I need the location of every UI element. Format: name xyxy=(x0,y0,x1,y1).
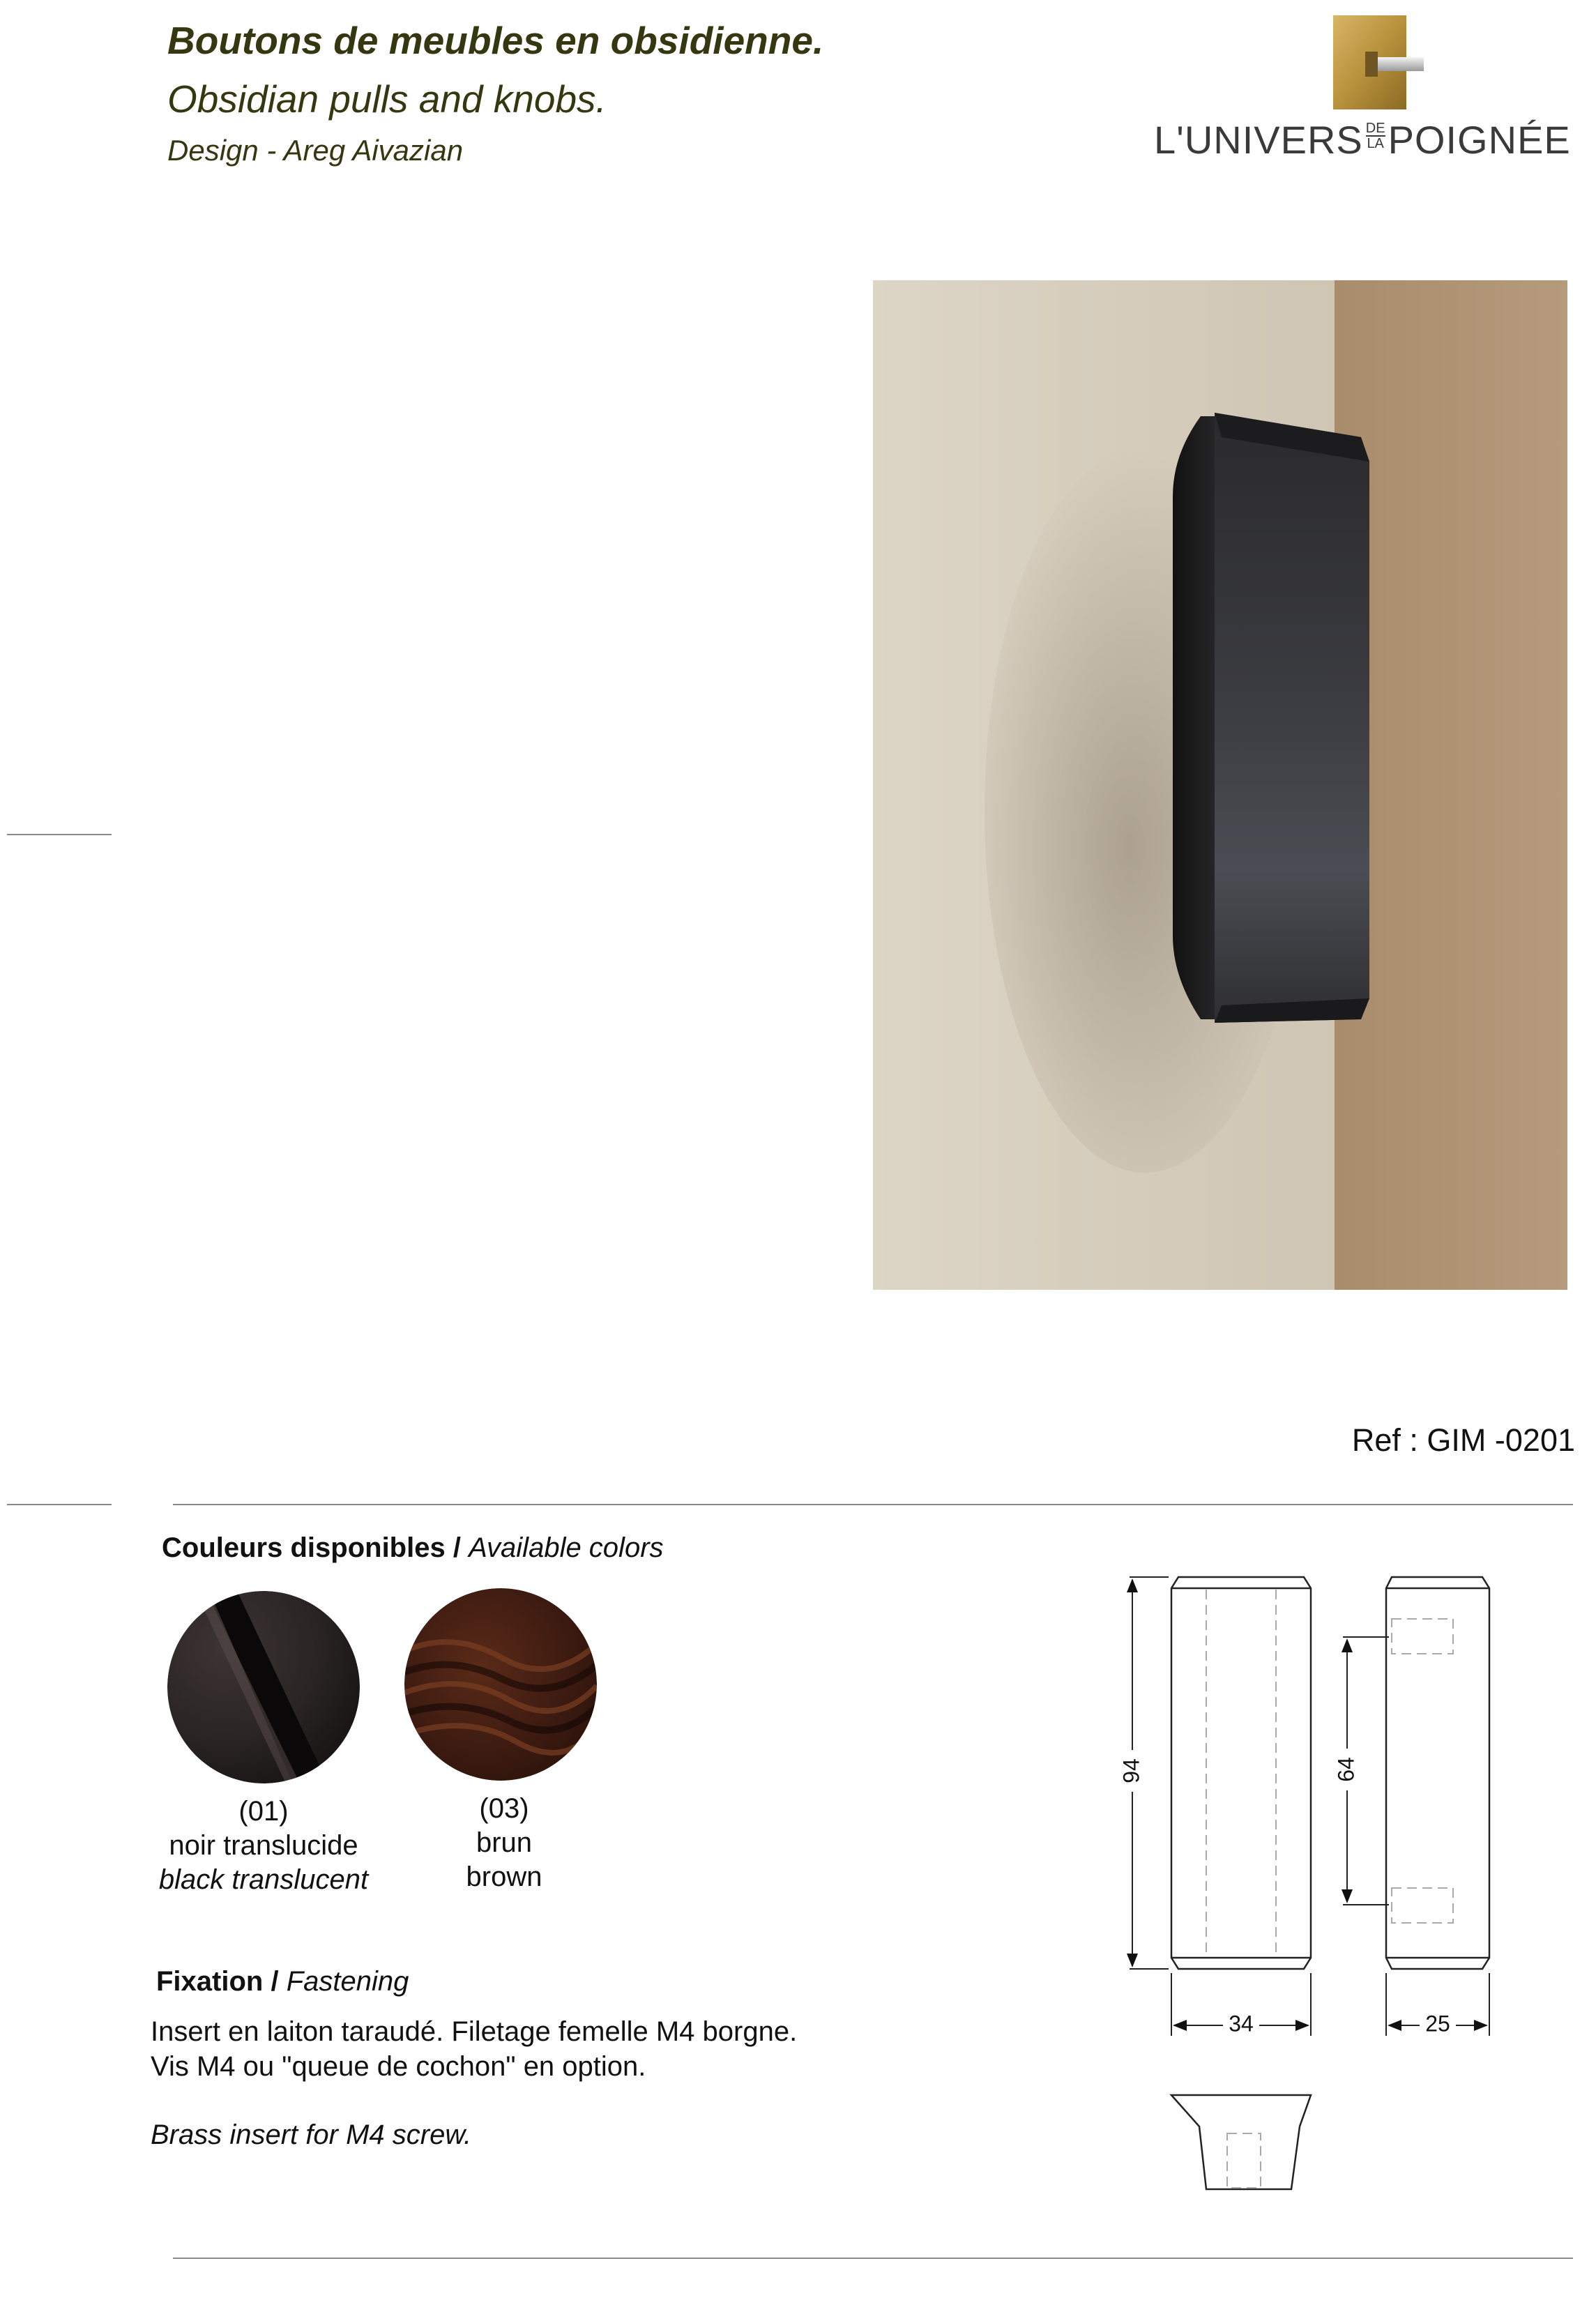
color-swatch-black-translucent xyxy=(167,1591,360,1783)
door-handle-logo-icon xyxy=(1333,15,1424,109)
dimension-width-front: 34 xyxy=(1229,2011,1254,2037)
dimension-height: 94 xyxy=(1118,1758,1144,1783)
swatch-name-en: brown xyxy=(466,1862,542,1892)
brand-logo-text xyxy=(1154,117,1586,166)
swatch-code: (03) xyxy=(479,1793,529,1824)
logo-text-small-top: DE xyxy=(1365,121,1385,136)
designer-credit: Design - Areg Aivazian xyxy=(167,134,464,167)
fastening-heading xyxy=(156,1966,409,1997)
footer-divider xyxy=(173,2258,1573,2259)
fastening-text-fr-1: Insert en laiton taraudé. Filetage femelle M4 borgne. xyxy=(151,2016,798,2047)
short-divider xyxy=(7,834,112,835)
logo-text-small-bottom: LA xyxy=(1367,136,1384,151)
swatch-caption-01 xyxy=(132,1795,395,1897)
logo-small-stack xyxy=(1366,121,1385,151)
colors-heading xyxy=(162,1532,664,1564)
fastening-text-en: Brass insert for M4 screw. xyxy=(151,2119,472,2150)
section-divider xyxy=(173,1504,1573,1505)
front-view-outline xyxy=(1171,1577,1311,1969)
colors-heading-en: Available colors xyxy=(469,1532,664,1563)
logo-text-left: L'UNIVERS xyxy=(1154,118,1363,162)
technical-drawing xyxy=(1102,1562,1506,2217)
title-french: Boutons de meubles en obsidienne. xyxy=(167,19,824,62)
fastening-heading-en: Fastening xyxy=(286,1966,409,1997)
colors-heading-fr: Couleurs disponibles xyxy=(162,1532,446,1563)
swatch-caption-03 xyxy=(397,1792,611,1894)
fastening-text-fr-2: Vis M4 ou "queue de cochon" en option. xyxy=(151,2051,646,2082)
dimension-width-side: 25 xyxy=(1425,2011,1450,2037)
end-view-outline xyxy=(1171,2095,1311,2189)
heading-separator: / xyxy=(271,1966,279,1997)
heading-separator: / xyxy=(453,1532,461,1563)
swatch-name-fr: brun xyxy=(476,1827,533,1858)
swatch-code: (01) xyxy=(238,1796,289,1827)
fastening-heading-fr: Fixation xyxy=(156,1966,264,1997)
color-swatch-brown xyxy=(404,1588,597,1781)
short-divider xyxy=(7,1504,112,1505)
dimension-spacing: 64 xyxy=(1333,1757,1359,1782)
product-reference: Ref : GIM -0201 xyxy=(1351,1422,1575,1458)
title-english: Obsidian pulls and knobs. xyxy=(167,77,607,121)
swatch-name-en: black translucent xyxy=(158,1864,369,1895)
logo-text-right: POIGNÉE xyxy=(1388,118,1571,162)
side-view-outline xyxy=(1386,1577,1489,1969)
product-photo xyxy=(873,280,1567,1290)
swatch-name-fr: noir translucide xyxy=(169,1830,358,1861)
